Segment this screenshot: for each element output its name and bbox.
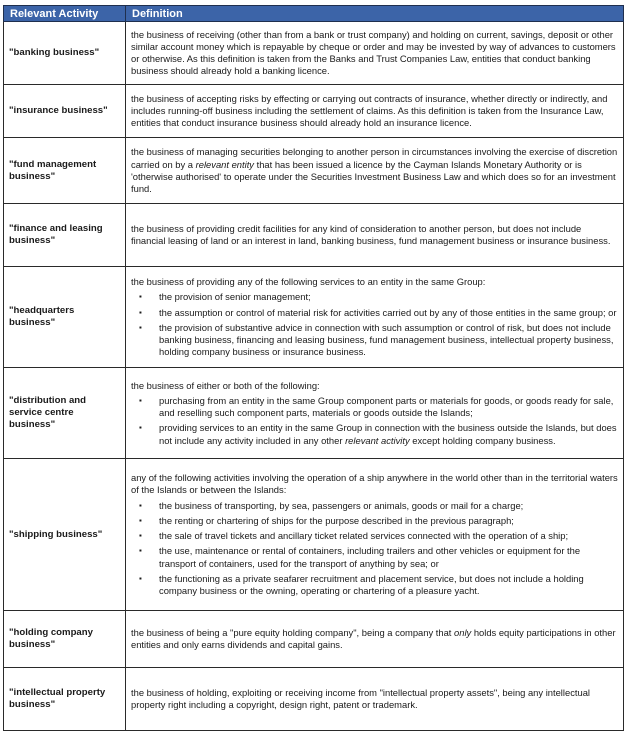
- activity-definition: [126, 668, 624, 731]
- activity-definition: [126, 459, 624, 611]
- bullet-item: [131, 545, 618, 569]
- definition-text: the business of either or both of the following:: [131, 379, 320, 391]
- activity-term: "headquarters business": [4, 267, 126, 368]
- bullet-text: the sale of travel tickets and ancillary ticket related services connected with the operation of a ship;: [159, 530, 569, 542]
- bullet-item: [131, 395, 618, 419]
- bullet-item: [131, 422, 618, 446]
- bullet-item: [131, 515, 618, 527]
- bullet-item: [131, 530, 618, 542]
- definition-emphasis: relevant entity: [195, 158, 254, 170]
- bullet-text: the functioning as a private seafarer recruitment and placement service, but does not include a holding company business or the owning, operating or chartering of a pleasure yacht.: [159, 572, 584, 596]
- definition-text: the business of providing any of the following services to an entity in the same Group:: [131, 276, 486, 288]
- bullet-icon: ▪: [139, 395, 142, 405]
- activity-term: "insurance business": [4, 85, 126, 138]
- table-row: [4, 368, 624, 459]
- table-row: [4, 138, 624, 204]
- bullet-text: [159, 422, 617, 445]
- table-header-row: [4, 6, 624, 22]
- table-row: [4, 22, 624, 85]
- activity-definition: [126, 368, 624, 459]
- activity-definition: [126, 267, 624, 368]
- bullet-item: [131, 500, 618, 512]
- table-row: [4, 204, 624, 267]
- table-row: [4, 267, 624, 368]
- activity-definition: [126, 611, 624, 668]
- definition-text: the business of receiving (other than from a bank or trust company) and holding on current, savings, deposit or other similar account money which is repayable by cheque or order and may be invested by way of advances to customers or otherwise. As this definition is taken from the Banks and Trust Companies Law, entities that conduct banking business should already hold a banking licence.: [131, 28, 616, 77]
- bullet-text: the business of transporting, by sea, passengers or animals, goods or mail for a charge;: [159, 499, 524, 511]
- bullet-icon: ▪: [139, 307, 142, 317]
- definition-text: the business of providing credit facilities for any kind of consideration to another person, but does not include financial leasing of land or an interest in land, banking business, fund management business or insurance business.: [131, 223, 611, 247]
- bullet-text: the assumption or control of material risk for activities carried out by any of those entities in the same group; or: [159, 306, 617, 318]
- bullet-list: [131, 291, 618, 358]
- activity-definition: [126, 138, 624, 204]
- definition-text-part: holds equity participations in other entities and only earns dividends and capital gains.: [131, 627, 616, 651]
- definition-emphasis: only: [454, 627, 472, 638]
- bullet-list: [131, 395, 618, 447]
- bullet-icon: ▪: [139, 322, 142, 332]
- definition-text-part: that has been issued a licence by the Cayman Islands Monetary Authority or is 'otherwise authorised' to operate under the Securities Investment Business Law and which does so for an investment fund.: [131, 158, 616, 194]
- bullet-icon: ▪: [139, 500, 142, 510]
- bullet-icon: ▪: [139, 423, 142, 433]
- bullet-text: the use, maintenance or rental of containers, including trailers and other vehicles or equipment for the transport of containers, used for the transport of anything by sea; or: [159, 545, 581, 569]
- definition-text: any of the following activities involving the operation of a ship anywhere in the world other than in the territorial waters of the Islands or between the Islands:: [131, 472, 618, 496]
- activity-definition: [126, 204, 624, 267]
- bullet-icon: ▪: [139, 292, 142, 302]
- definition-text-part: the business of being a "pure equity holding company", being a company that: [131, 627, 455, 638]
- bullet-emphasis: relevant activity: [345, 434, 410, 446]
- bullet-item: [131, 322, 618, 359]
- header-relevant-activity: Relevant Activity: [4, 6, 126, 22]
- bullet-icon: ▪: [139, 573, 142, 583]
- bullet-text: purchasing from an entity in the same Group component parts or materials for goods, or goods ready for sale, and reselling such component parts, materials or goods outside the Islands;: [159, 394, 614, 419]
- definition-text: the business of holding, exploiting or receiving income from "intellectual property assets", being any intellectual property right including a copyright, design right, patent or trademark.: [131, 687, 590, 711]
- definition-text: [131, 627, 618, 651]
- activity-term: "finance and leasing business": [4, 204, 126, 267]
- activity-term: "shipping business": [4, 459, 126, 611]
- bullet-text: the provision of substantive advice in connection with such assumption or control of risk, but does not include banking business, financing and leasing business, fund management business, intellectual property business, holding company business or insurance business.: [159, 321, 614, 358]
- bullet-item: [131, 307, 618, 319]
- bullet-item: [131, 291, 618, 303]
- table-row: [4, 85, 624, 138]
- definition-text-part: the business of managing securities belonging to another person in circumstances involving the exercise of discretion carried on by a: [131, 146, 618, 170]
- bullet-text: the provision of senior management;: [159, 291, 311, 303]
- definition-text: the business of accepting risks by effecting or carrying out contracts of insurance, whether directly or indirectly, and includes running-off business including the settlement of claims. As this definition is taken from the Insurance Law, entities that conduct insurance business should already hold an insurance licence.: [131, 92, 608, 129]
- bullet-icon: ▪: [139, 531, 142, 541]
- table-row: [4, 459, 624, 611]
- bullet-text-part: providing services to an entity in the same Group in connection with the business outside the Islands, but does not include any activity included in any other: [159, 422, 617, 446]
- activity-term: "banking business": [4, 22, 126, 85]
- table-row: [4, 611, 624, 668]
- bullet-text-part: except holding company business.: [409, 434, 556, 446]
- bullet-list: [131, 500, 618, 597]
- bullet-item: [131, 573, 618, 597]
- activity-term: "holding company business": [4, 611, 126, 668]
- activity-term: "distribution and service centre business": [4, 368, 126, 459]
- bullet-text: the renting or chartering of ships for the purpose described in the previous paragraph;: [159, 514, 514, 526]
- table-row: [4, 668, 624, 731]
- bullet-icon: ▪: [139, 515, 142, 525]
- activity-definition: [126, 85, 624, 138]
- bullet-icon: ▪: [139, 546, 142, 556]
- activity-term: "intellectual property business": [4, 668, 126, 731]
- definition-text: [131, 146, 618, 195]
- activity-definition: [126, 22, 624, 85]
- relevant-activities-table: [3, 5, 624, 731]
- header-definition: Definition: [126, 6, 624, 22]
- activity-term: "fund management business": [4, 138, 126, 204]
